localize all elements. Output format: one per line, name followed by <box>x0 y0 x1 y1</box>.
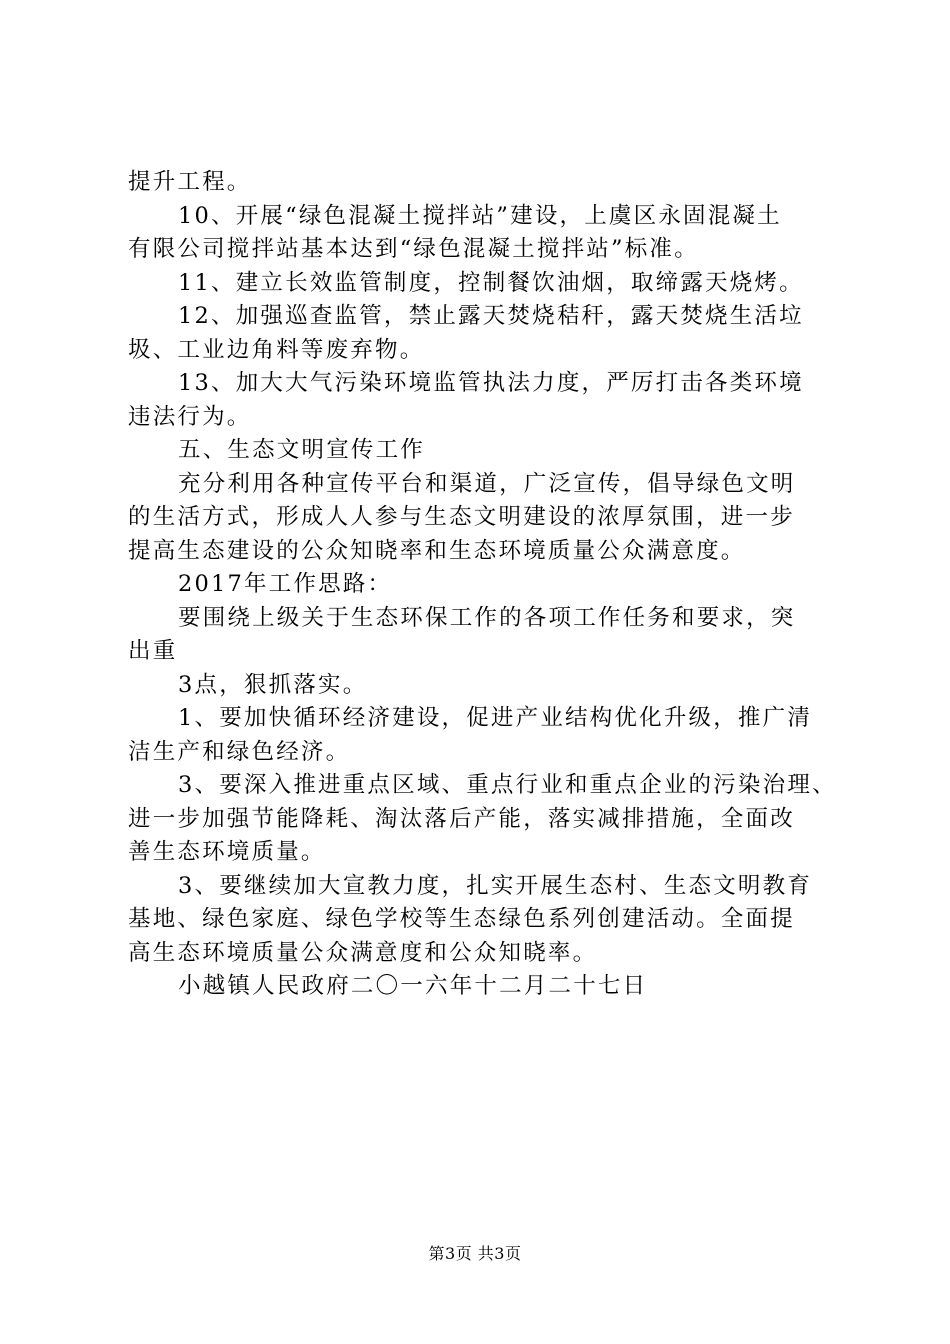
text-line: 充分利用各种宣传平台和渠道，广泛宣传，倡导绿色文明 <box>178 470 796 497</box>
text-line: 3、要深入推进重点区域、重点行业和重点企业的污染治理、 <box>178 772 837 798</box>
text-line: 10、开展“绿色混凝土搅拌站”建设，上虞区永固混凝土 <box>178 202 782 229</box>
text-line: 3点，狠抓落实。 <box>178 671 368 698</box>
text-line: 洁生产和绿色经济。 <box>128 738 351 765</box>
page-number-footer: 第3页 共3页 <box>428 1244 522 1263</box>
section-heading: 2017年工作思路： <box>178 571 393 597</box>
text-line: 圾、工业边角料等废弃物。 <box>128 336 425 363</box>
text-line: 3、要继续加大宣教力度，扎实开展生态村、生态文明教育 <box>178 872 813 899</box>
text-line: 有限公司搅拌站基本达到“绿色混凝土搅拌站”标准。 <box>128 236 699 262</box>
text-line: 12、加强巡查监管，禁止露天焚烧秸秆，露天焚烧生活垃 <box>178 303 804 329</box>
text-line: 违法行为。 <box>128 403 252 430</box>
text-line: 进一步加强节能降耗、淘汰落后产能，落实减排措施，全面改 <box>128 805 795 832</box>
text-line: 要围绕上级关于生态环保工作的各项工作任务和要求，突 <box>178 604 796 631</box>
text-line: 1、要加快循环经济建设，促进产业结构优化升级，推广清 <box>178 705 813 731</box>
text-line: 11、建立长效监管制度，控制餐饮油烟，取缔露天烧烤。 <box>178 269 804 296</box>
text-line: 13、加大大气污染环境监管执法力度，严厉打击各类环境 <box>178 370 804 396</box>
text-line: 提高生态建设的公众知晓率和生态环境质量公众满意度。 <box>128 537 746 564</box>
text-line: 善生态环境质量。 <box>128 839 326 865</box>
text-line: 基地、绿色家庭、绿色学校等生态绿色系列创建活动。全面提 <box>128 906 795 932</box>
signature-line: 小越镇人民政府二〇一六年十二月二十七日 <box>178 973 648 999</box>
document-body <box>128 166 848 1004</box>
section-heading: 五、生态文明宣传工作 <box>178 437 426 463</box>
text-line: 出重 <box>128 638 178 664</box>
text-line: 提升工程。 <box>128 169 252 195</box>
text-line: 的生活方式，形成人人参与生态文明建设的浓厚氛围，进一步 <box>128 504 795 530</box>
text-line: 高生态环境质量公众满意度和公众知晓率。 <box>128 939 598 966</box>
